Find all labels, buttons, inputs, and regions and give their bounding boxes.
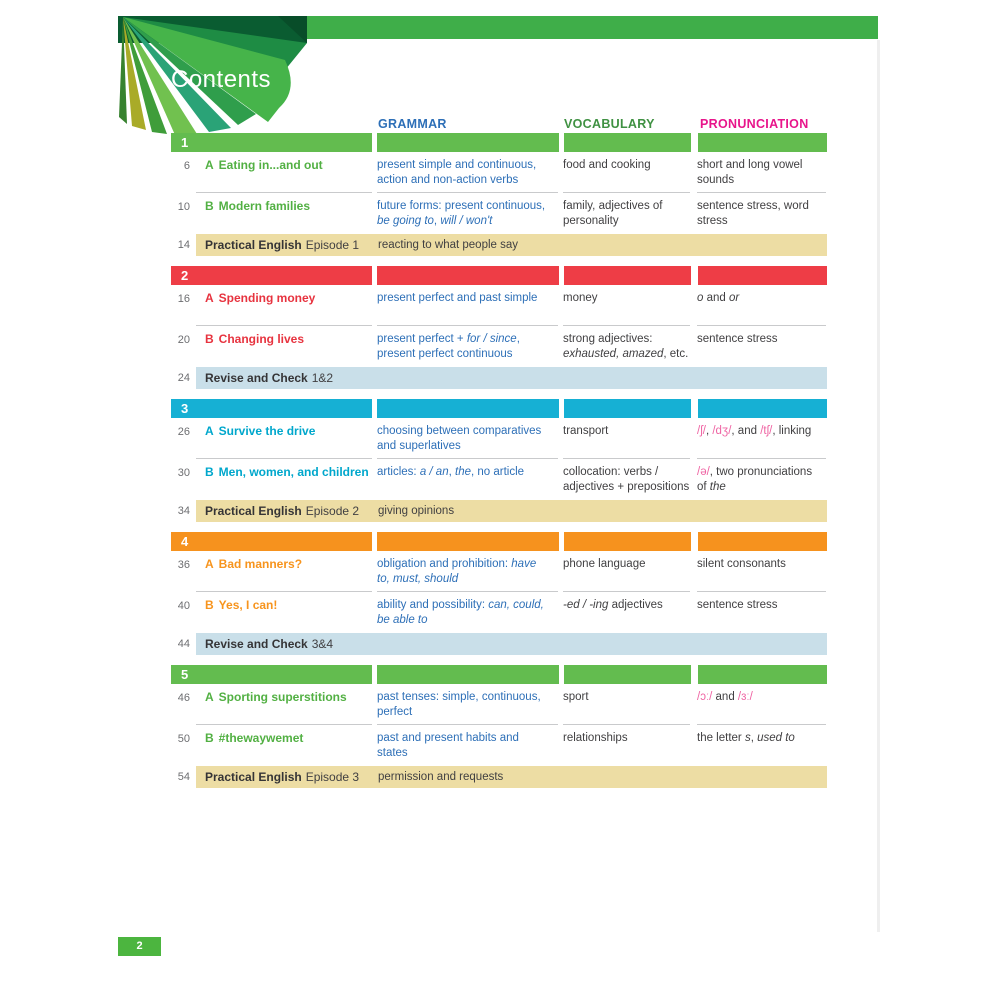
lesson-title-text: #thewaywemet [218, 731, 304, 745]
lesson-letter: B [205, 598, 214, 612]
section-number-segment [171, 532, 372, 551]
vocabulary-cell [563, 592, 690, 633]
section-number-segment [171, 399, 372, 418]
text-segment: sentence stress [697, 599, 778, 611]
lesson-row [170, 193, 827, 234]
text-segment: be able to [377, 613, 428, 626]
vocabulary-cell [563, 551, 690, 592]
lesson-row [170, 326, 827, 367]
lesson-title [196, 285, 372, 326]
text-segment: sentence stress [697, 333, 778, 345]
text-segment: money [563, 292, 598, 304]
lesson-row [170, 551, 827, 592]
grammar-cell [377, 326, 558, 367]
text-segment: -ed / -ing [563, 599, 609, 611]
special-row-bold-label: Practical English [205, 504, 302, 518]
lesson-title [196, 326, 372, 367]
lesson-title-text: Men, women, and children [218, 465, 369, 479]
text-segment: the [709, 480, 726, 493]
pronunciation-cell [697, 285, 826, 326]
special-row-description: reacting to what people say [378, 239, 519, 251]
footer-page-badge [118, 937, 161, 956]
phonetic-symbol: /tʃ/ [760, 425, 773, 437]
text-segment: sentence stress, word [697, 200, 809, 212]
vocabulary-cell [563, 326, 690, 367]
vocabulary-cell [563, 152, 690, 193]
section-3 [170, 399, 827, 522]
text-segment: and [703, 292, 729, 304]
lesson-letter: B [205, 731, 214, 745]
text-segment: adjectives + prepositions [563, 480, 690, 493]
section-bar-segment [564, 532, 691, 551]
lesson-title-text: Modern families [218, 199, 311, 213]
text-segment: family, adjectives of [563, 200, 663, 212]
pronunciation-cell [697, 152, 826, 193]
lesson-letter: A [205, 291, 214, 305]
text-segment: and [712, 691, 738, 703]
footer-page-number: 2 [136, 940, 143, 952]
lesson-row [170, 592, 827, 633]
phonetic-symbol: /ɔː/ [697, 691, 713, 703]
text-segment: , no article [471, 466, 525, 478]
text-segment: present perfect and past simple [377, 292, 538, 304]
page-number: 36 [177, 559, 190, 571]
lesson-title [196, 684, 372, 725]
page-number: 6 [183, 160, 190, 172]
page-number: 34 [177, 505, 190, 517]
text-segment: , linking [772, 425, 812, 437]
lesson-title-text: Yes, I can! [218, 598, 278, 612]
section-bar-segment [698, 266, 827, 285]
text-segment: be going to [377, 214, 434, 227]
special-row-normal-label: Episode 2 [305, 504, 360, 518]
section-bar-segment [377, 532, 559, 551]
text-segment: phone language [563, 558, 646, 570]
vocabulary-cell [563, 193, 690, 234]
lesson-title [196, 551, 372, 592]
top-green-bar [300, 16, 878, 39]
page-number: 20 [177, 334, 190, 346]
section-bar-segment [377, 133, 559, 152]
text-segment: and superlatives [377, 439, 461, 452]
text-segment: can, could, [488, 599, 544, 611]
section-bar-segment [698, 399, 827, 418]
text-segment: personality [563, 214, 619, 227]
lesson-row [170, 684, 827, 725]
text-segment: future forms: present continuous, [377, 200, 546, 212]
lesson-letter: A [205, 557, 214, 571]
special-row-bold-label: Practical English [205, 238, 302, 252]
lesson-title [196, 152, 372, 193]
text-segment: collocation: verbs / [563, 466, 659, 478]
text-segment: present simple and continuous, [377, 159, 537, 171]
lesson-row [170, 285, 827, 326]
lesson-title-text: Sporting superstitions [218, 690, 347, 704]
text-segment: have [511, 558, 537, 570]
text-segment: states [377, 746, 408, 759]
page-number: 54 [177, 771, 190, 783]
text-segment: past tenses: simple, continuous, [377, 691, 541, 703]
text-segment: to, must, should [377, 572, 459, 585]
lesson-title-text: Bad manners? [218, 557, 303, 571]
text-segment: silent consonants [697, 558, 786, 570]
text-segment: the [455, 466, 471, 478]
text-segment: s [744, 732, 751, 744]
text-segment: relationships [563, 732, 628, 744]
section-bar-segment [698, 133, 827, 152]
lesson-title-text: Survive the drive [218, 424, 316, 438]
special-row-body [196, 500, 827, 522]
special-row-bold-label: Revise and Check [205, 637, 308, 651]
page-number: 14 [177, 239, 190, 251]
section-bar-segment [698, 665, 827, 684]
text-segment: sounds [697, 173, 735, 186]
text-segment: past and present habits and [377, 732, 519, 744]
text-segment: adjectives [608, 599, 663, 611]
vocabulary-cell [563, 418, 690, 459]
section-4 [170, 532, 827, 655]
page-number: 44 [177, 638, 190, 650]
revise-check-row [170, 633, 827, 655]
special-row-body [196, 633, 827, 655]
section-bar-segment [377, 665, 559, 684]
page-number: 16 [177, 293, 190, 305]
phonetic-symbol: /ʃ/ [697, 425, 706, 437]
vocabulary-cell [563, 459, 690, 500]
lesson-title-text: Eating in...and out [218, 158, 323, 172]
text-segment: , [448, 466, 455, 478]
special-row-normal-label: 1&2 [311, 371, 334, 385]
vocabulary-cell [563, 684, 690, 725]
section-bar-segment [564, 133, 691, 152]
column-header-grammar: GRAMMAR [378, 117, 447, 131]
grammar-cell [377, 592, 558, 633]
text-segment: a / an [419, 466, 449, 478]
lesson-letter: A [205, 158, 214, 172]
text-segment: will / won't [440, 214, 493, 227]
section-5 [170, 665, 827, 788]
text-segment: the letter [697, 732, 745, 744]
section-number: 2 [181, 268, 189, 283]
text-segment: short and long vowel [697, 159, 803, 171]
text-segment: stress [697, 214, 728, 227]
section-bar-segment [377, 266, 559, 285]
practical-english-row [170, 500, 827, 522]
special-row-description: permission and requests [378, 771, 504, 783]
section-number-segment [171, 133, 372, 152]
grammar-cell [377, 152, 558, 193]
special-row-normal-label: 3&4 [311, 637, 334, 651]
page-edge-shadow [877, 40, 880, 932]
pronunciation-cell [697, 725, 826, 766]
section-bar [170, 665, 827, 684]
lesson-row [170, 459, 827, 500]
lesson-title-text: Changing lives [218, 332, 305, 346]
phonetic-symbol: /ə/ [697, 466, 710, 478]
special-row-normal-label: Episode 3 [305, 770, 360, 784]
special-row-bold-label: Revise and Check [205, 371, 308, 385]
text-segment: of [697, 480, 710, 493]
grammar-cell [377, 684, 558, 725]
pronunciation-cell [697, 684, 826, 725]
special-row-body [196, 234, 827, 256]
pronunciation-cell [697, 551, 826, 592]
grammar-cell [377, 725, 558, 766]
page-title: Contents [171, 66, 272, 93]
pronunciation-cell [697, 459, 826, 500]
section-number: 1 [181, 135, 189, 150]
section-bar-segment [377, 399, 559, 418]
grammar-cell [377, 193, 558, 234]
lesson-letter: B [205, 199, 214, 213]
lesson-title [196, 459, 372, 500]
page-number: 10 [177, 201, 190, 213]
section-number: 3 [181, 401, 189, 416]
vocabulary-cell [563, 725, 690, 766]
pronunciation-cell [697, 592, 826, 633]
text-segment: , two pronunciations [709, 466, 813, 478]
text-segment: , [750, 732, 758, 744]
special-row-bold-label: Practical English [205, 770, 302, 784]
lesson-row [170, 725, 827, 766]
section-2 [170, 266, 827, 389]
lesson-title [196, 725, 372, 766]
lesson-title [196, 193, 372, 234]
text-segment: articles: [377, 466, 420, 478]
text-segment: , and [731, 425, 761, 437]
pronunciation-cell [697, 193, 826, 234]
text-segment: or [728, 292, 740, 304]
page-number: 50 [177, 733, 190, 745]
grammar-cell [377, 418, 558, 459]
text-segment: present perfect continuous [377, 347, 513, 360]
pronunciation-cell [697, 326, 826, 367]
text-segment: for / since [466, 333, 517, 345]
revise-check-row [170, 367, 827, 389]
pronunciation-cell [697, 418, 826, 459]
page-number: 24 [177, 372, 190, 384]
section-bar [170, 266, 827, 285]
text-segment: o [697, 292, 704, 304]
column-header-pronunciation: PRONUNCIATION [700, 117, 809, 131]
page-number: 30 [177, 467, 190, 479]
lesson-title [196, 592, 372, 633]
lesson-title [196, 418, 372, 459]
section-number: 5 [181, 667, 189, 682]
text-segment: exhausted, amazed [563, 347, 664, 360]
section-number: 4 [181, 534, 189, 549]
text-segment: , [516, 333, 520, 345]
text-segment: used to [757, 732, 795, 744]
lesson-letter: A [205, 424, 214, 438]
section-bar [170, 133, 827, 152]
column-header-vocabulary: VOCABULARY [564, 117, 655, 131]
contents-table [170, 133, 827, 798]
lesson-letter: B [205, 332, 214, 346]
vocabulary-cell [563, 285, 690, 326]
practical-english-row [170, 766, 827, 788]
section-bar-segment [564, 665, 691, 684]
grammar-cell [377, 285, 558, 326]
page-number: 40 [177, 600, 190, 612]
lesson-title-text: Spending money [218, 291, 316, 305]
lesson-letter: A [205, 690, 214, 704]
page-number: 46 [177, 692, 190, 704]
text-segment: ability and possibility: [377, 599, 489, 611]
grammar-cell [377, 459, 558, 500]
special-row-body [196, 766, 827, 788]
lesson-row [170, 418, 827, 459]
text-segment: transport [563, 425, 609, 437]
special-row-normal-label: Episode 1 [305, 238, 360, 252]
section-1 [170, 133, 827, 256]
text-segment: food and cooking [563, 159, 651, 171]
lesson-letter: B [205, 465, 214, 479]
text-segment: present perfect + [377, 333, 467, 345]
text-segment: , [433, 214, 441, 227]
section-bar-segment [564, 266, 691, 285]
section-bar-segment [698, 532, 827, 551]
section-number-segment [171, 665, 372, 684]
section-bar-segment [564, 399, 691, 418]
phonetic-symbol: /dʒ/ [712, 425, 732, 437]
section-bar [170, 399, 827, 418]
section-number-segment [171, 266, 372, 285]
text-segment: , [705, 425, 713, 437]
grammar-cell [377, 551, 558, 592]
text-segment: action and non-action verbs [377, 173, 519, 186]
phonetic-symbol: /ɜː/ [737, 691, 753, 703]
special-row-description: giving opinions [378, 505, 455, 517]
text-segment: obligation and prohibition: [377, 558, 512, 570]
page-number: 26 [177, 426, 190, 438]
text-segment: choosing between comparatives [377, 425, 542, 437]
lesson-row [170, 152, 827, 193]
special-row-body [196, 367, 827, 389]
practical-english-row [170, 234, 827, 256]
text-segment: perfect [377, 705, 413, 718]
text-segment: strong adjectives: [563, 333, 653, 345]
section-bar [170, 532, 827, 551]
text-segment: , etc. [663, 347, 689, 360]
text-segment: sport [563, 691, 589, 703]
